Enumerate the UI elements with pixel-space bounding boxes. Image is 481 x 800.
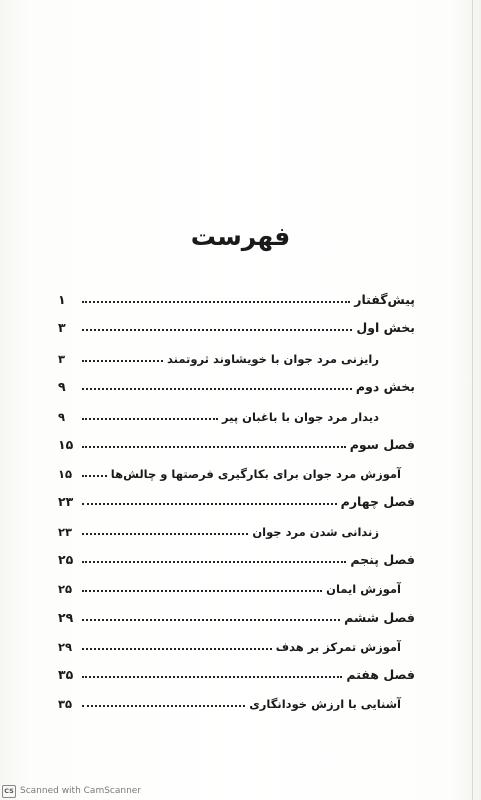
scanner-watermark [2,784,141,798]
toc-entry [58,311,415,335]
toc-page-number: ۱۵ [58,437,74,452]
dot-leader [82,503,337,505]
toc-entry-title: پیش‌گفتار [354,292,415,307]
toc-entry [58,457,415,481]
dot-leader [82,648,272,650]
toc-entry [58,485,415,509]
toc-page-number: ۲۳ [58,494,74,509]
toc-entry [58,515,415,539]
toc-entry-title: رایزنی مرد جوان با خویشاوند ثروتمند [166,352,379,366]
page-title: فهرست [190,222,291,251]
toc-page-number: ۳۵ [58,697,73,711]
toc-entry [58,658,415,682]
toc-entry [58,370,415,394]
toc-page-number: ۳ [58,352,66,366]
toc-entry-title: فصل سوم [349,437,415,452]
toc-page-number: ۹ [58,379,66,394]
toc-page-number: ۳ [58,320,66,335]
toc-entry-title: فصل ششم [344,610,415,625]
toc-entry [58,687,415,711]
toc-entry [58,543,415,567]
dot-leader [82,446,346,448]
toc-entry-title: آموزش ایمان [326,582,401,596]
toc-entry [58,283,415,307]
dot-leader [82,329,352,331]
dot-leader [82,360,163,362]
toc-entry-title: آشنایی با ارزش خودانگاری [249,697,401,711]
dot-leader [82,301,350,303]
toc-page-number: ۱ [58,292,66,307]
toc-page-number: ۲۹ [58,640,73,654]
toc-entry-title: آموزش تمرکز بر هدف [275,640,401,654]
toc-entry-title: زندانی شدن مرد جوان [252,525,379,539]
toc-entry-title: بخش دوم [355,379,415,394]
toc-entry [58,400,415,424]
toc-entry [58,572,415,596]
toc-entry-title: دیدار مرد جوان با باغبان پیر [222,410,379,424]
toc-page-number: ۳۵ [58,667,74,682]
toc-entry [58,601,415,625]
toc-page-number: ۲۹ [58,610,74,625]
dot-leader [82,475,107,477]
page-edge [472,0,473,800]
toc-entry [58,630,415,654]
toc-entry [58,342,415,366]
toc-page-number: ۲۵ [58,552,74,567]
dot-leader [82,676,342,678]
dot-leader [82,561,346,563]
toc-entry-title: آموزش مرد جوان برای بکارگیری فرصتها و چالش‌ها [110,467,401,481]
watermark-text: Scanned with CamScanner [20,786,142,796]
toc-entry-title: فصل چهارم [340,494,415,509]
dot-leader [82,619,340,621]
toc-page-number: ۹ [58,410,66,424]
dot-leader [82,418,218,420]
toc-page-number: ۲۳ [58,525,73,539]
dot-leader [82,388,352,390]
dot-leader [82,533,248,535]
toc-entry [58,428,415,452]
toc-entry-title: بخش اول [356,320,415,335]
toc-page-number: ۱۵ [58,467,73,481]
toc-page-number: ۲۵ [58,582,73,596]
toc-entry-title: فصل پنجم [350,552,415,567]
camscanner-logo-icon: CS [2,785,16,798]
dot-leader [82,705,245,707]
dot-leader [82,590,322,592]
toc-entry-title: فصل هفتم [346,667,415,682]
